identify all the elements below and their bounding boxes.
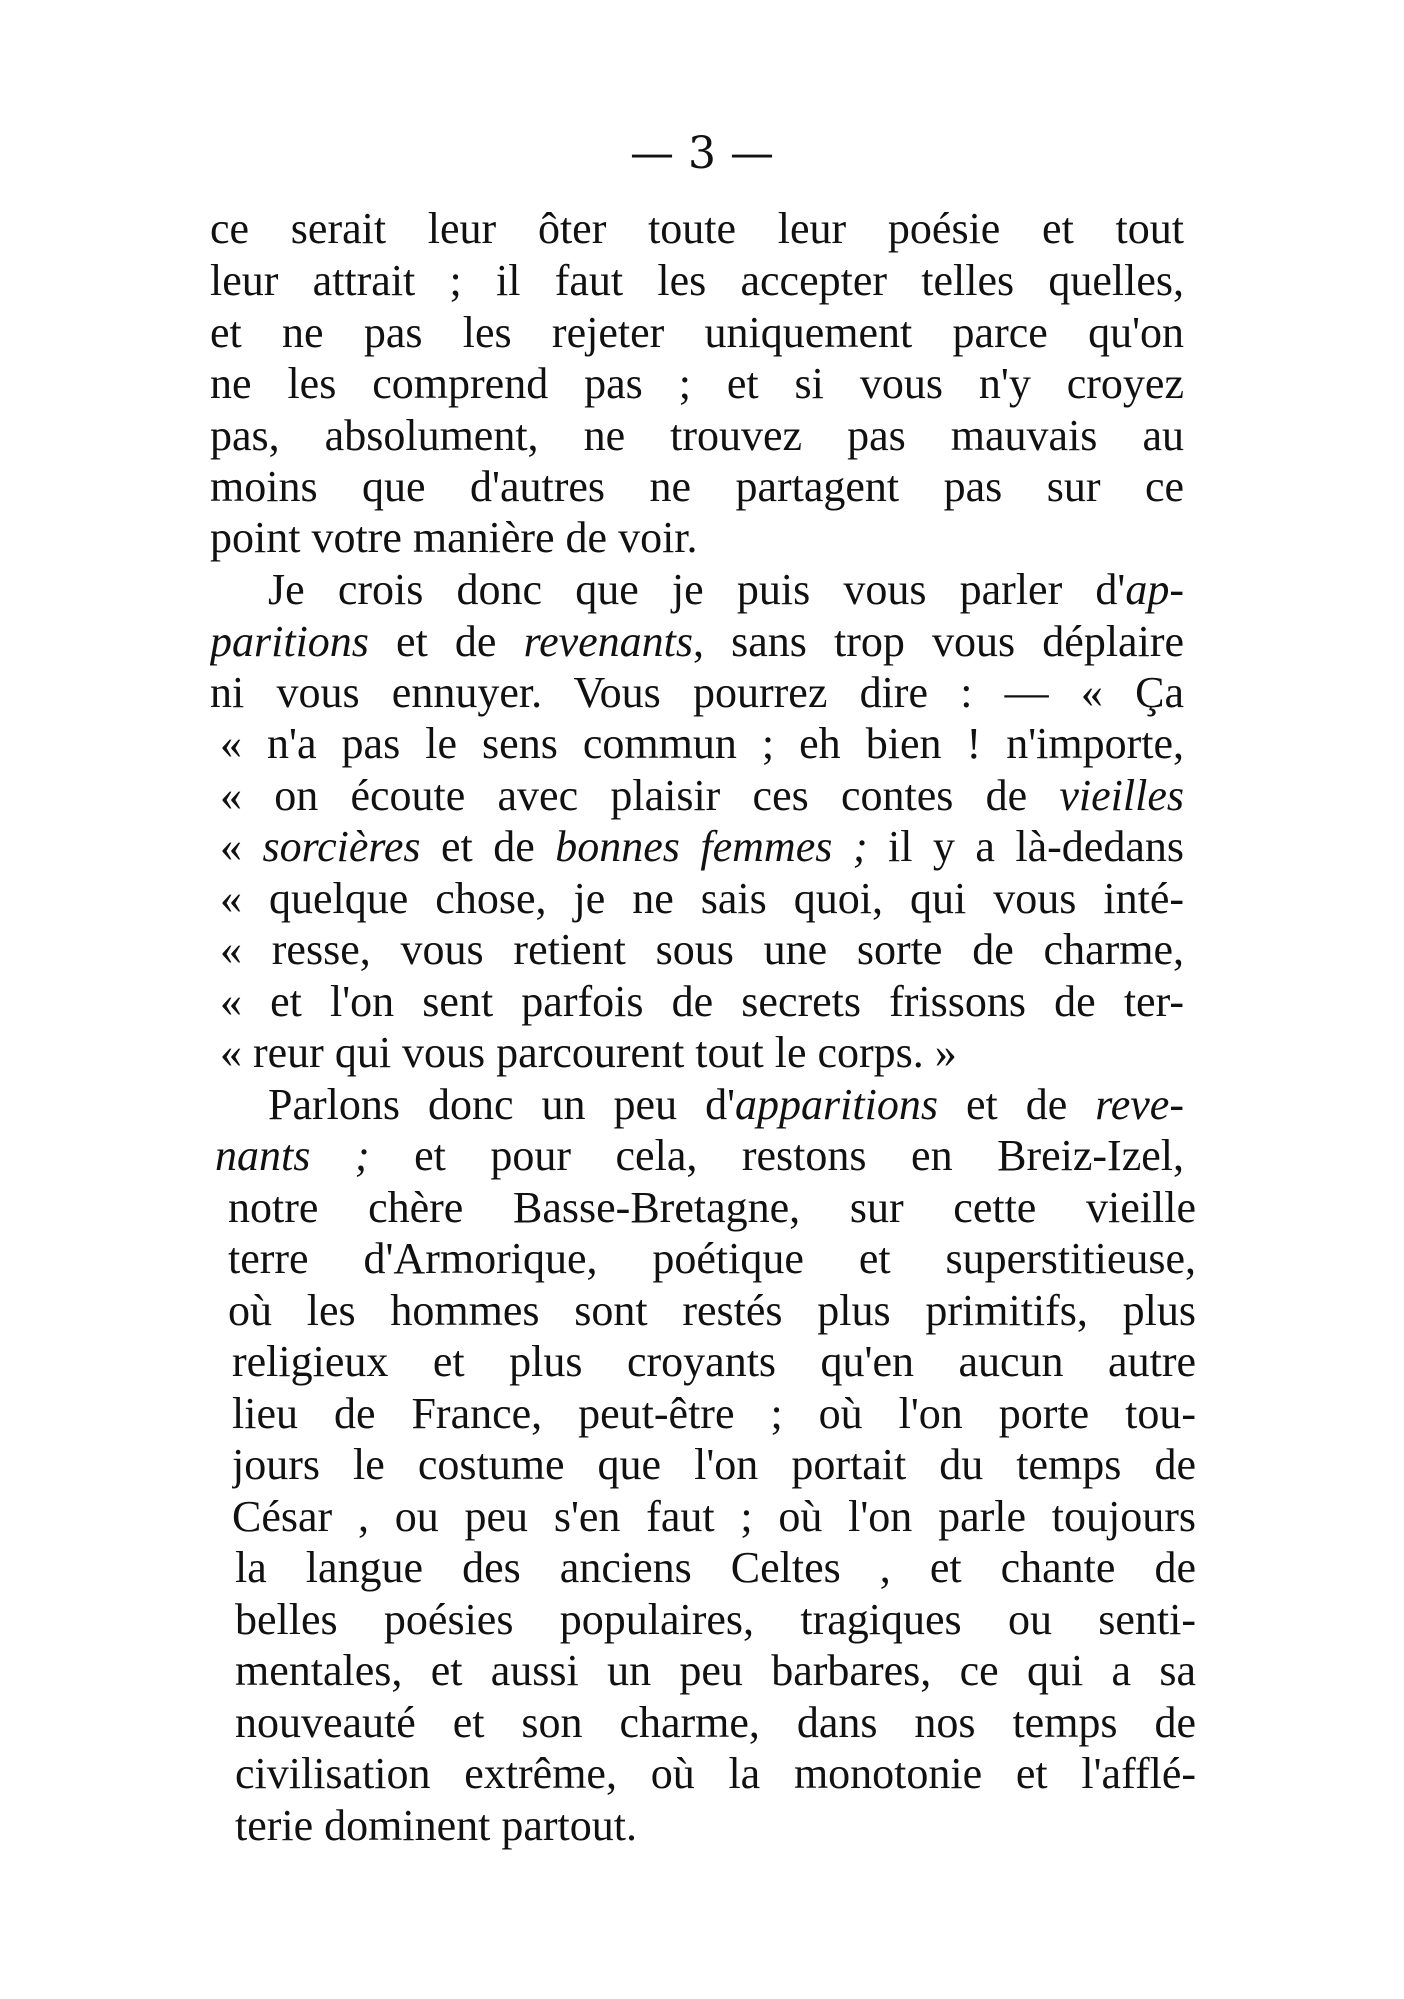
text-run: et de (937, 1080, 1096, 1129)
text-run: « resse, vous retient sous une sorte de charme, (220, 925, 1184, 974)
text-run: Parlons donc un peu d' (268, 1080, 736, 1129)
text-line-20 (228, 1182, 1196, 1234)
text-run: pas, absolument, ne trouvez pas mauvais au (210, 411, 1184, 460)
text-line-23 (232, 1336, 1196, 1388)
text-line-5 (210, 410, 1184, 462)
text-run: moins que d'autres ne partagent pas sur ce (210, 462, 1184, 511)
text-line-13 (220, 821, 1184, 873)
text-run: Je crois donc que je puis vous parler d' (268, 565, 1126, 614)
text-run: terre d'Armorique, poétique et superstitieuse, (228, 1234, 1196, 1283)
text-run: leur attrait ; il faut les accepter telles quelles, (210, 256, 1184, 305)
text-run: civilisation extrême, où la monotonie et l'afflé- (235, 1749, 1196, 1798)
text-run: et ne pas les rejeter uniquement parce qu'on (210, 308, 1184, 357)
text-line-30 (235, 1697, 1196, 1749)
text-run: « (220, 822, 263, 871)
text-run: « quelque chose, je ne sais quoi, qui vous inté- (220, 874, 1184, 923)
text-line-2 (210, 255, 1184, 307)
text-line-21 (228, 1233, 1196, 1285)
text-run: la langue des anciens Celtes , et chante de (235, 1543, 1196, 1592)
text-line-14 (220, 873, 1184, 925)
text-line-10 (210, 667, 1184, 719)
text-line-17 (220, 1027, 1184, 1079)
text-run: ce serait leur ôter toute leur poésie et tout (210, 204, 1184, 253)
text-run: « reur qui vous parcourent tout le corps. » (220, 1028, 957, 1077)
text-line-16 (220, 976, 1184, 1028)
italic-text: sorcières (262, 822, 421, 871)
text-run: jours le costume que l'on portait du temps de (232, 1440, 1196, 1489)
italic-text: reve- (1095, 1080, 1184, 1129)
text-line-4 (210, 358, 1184, 410)
text-line-24 (232, 1388, 1196, 1440)
text-line-8 (268, 564, 1184, 616)
text-line-31 (235, 1748, 1196, 1800)
text-run: lieu de France, peut-être ; où l'on porte tou- (232, 1389, 1196, 1438)
text-line-7 (210, 512, 1184, 564)
italic-text: paritions (210, 617, 369, 666)
text-line-18 (268, 1079, 1184, 1131)
text-line-11 (220, 718, 1184, 770)
italic-text: revenants (523, 617, 694, 666)
text-run: il y a là-dedans (867, 822, 1184, 871)
italic-text: bonnes femmes ; (555, 822, 868, 871)
text-run: « on écoute avec plaisir ces contes de (220, 771, 1060, 820)
text-line-3 (210, 307, 1184, 359)
text-run: et de (420, 822, 556, 871)
italic-text: vieilles (1059, 771, 1184, 820)
text-line-6 (210, 461, 1184, 513)
text-run: notre chère Basse-Bretagne, sur cette vieille (228, 1183, 1196, 1232)
text-line-25 (232, 1439, 1196, 1491)
italic-text: apparitions (735, 1080, 938, 1129)
text-run: ni vous ennuyer. Vous pourrez dire : — « Ça (210, 668, 1184, 717)
text-run: nouveauté et son charme, dans nos temps de (235, 1698, 1196, 1747)
text-run: César , ou peu s'en faut ; où l'on parle toujours (232, 1492, 1196, 1541)
page-number: — 3 — (630, 128, 774, 179)
text-run: « n'a pas le sens commun ; eh bien ! n'importe, (220, 719, 1184, 768)
text-run: terie dominent partout. (235, 1801, 637, 1850)
text-line-26 (232, 1491, 1196, 1543)
text-line-1 (210, 203, 1184, 255)
text-run: mentales, et aussi un peu barbares, ce qui a sa (235, 1646, 1196, 1695)
text-run: , sans trop vous déplaire (693, 617, 1184, 666)
text-line-27 (235, 1542, 1196, 1594)
text-run: où les hommes sont restés plus primitifs, plus (228, 1286, 1196, 1335)
text-run: religieux et plus croyants qu'en aucun autre (232, 1337, 1196, 1386)
text-run: « et l'on sent parfois de secrets frissons de ter- (220, 977, 1184, 1026)
text-line-9 (210, 616, 1184, 668)
text-line-28 (235, 1594, 1196, 1646)
text-run: point votre manière de voir. (210, 513, 698, 562)
text-line-19 (215, 1130, 1184, 1182)
text-line-29 (235, 1645, 1196, 1697)
text-line-22 (228, 1285, 1196, 1337)
text-line-15 (220, 924, 1184, 976)
text-line-12 (220, 770, 1184, 822)
text-run: ne les comprend pas ; et si vous n'y croyez (210, 359, 1184, 408)
text-run: et de (368, 617, 524, 666)
text-line-32 (235, 1800, 1196, 1852)
italic-text: nants ; (215, 1131, 370, 1180)
text-run: et pour cela, restons en Breiz-Izel, (369, 1131, 1184, 1180)
italic-text: ap- (1125, 565, 1184, 614)
text-run: belles poésies populaires, tragiques ou senti- (235, 1595, 1196, 1644)
